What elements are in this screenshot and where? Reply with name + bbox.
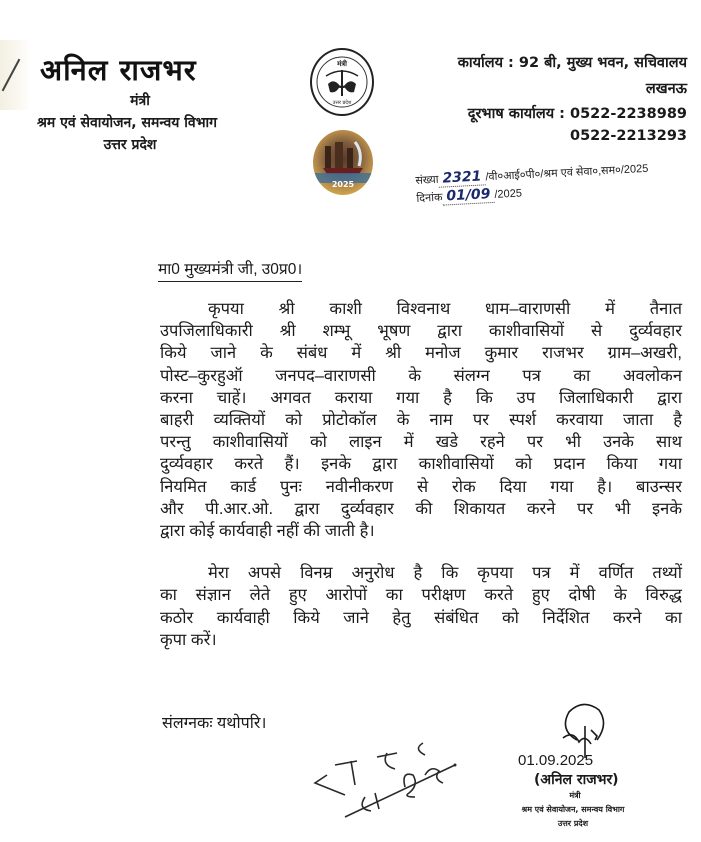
- body-line: पोस्ट–कुरहुऑ जनपद–वाराणसी के संलग्न पत्र का अवलोकन: [160, 366, 682, 385]
- body-line: परन्तु काशीवासियों को लाइन में खडे रहने पर भी उनके साथ: [160, 433, 682, 452]
- designation: मंत्री: [130, 93, 150, 109]
- office-city: लखनऊ: [645, 81, 687, 97]
- body-line: नियमित कार्ड पुनः नवीनीकरण से रोक दिया गया है। बाउन्सर: [160, 477, 682, 496]
- reference-number-suffix: /वी०आई०पी०/श्रम एवं सेवा०,सम०/2025: [485, 162, 649, 184]
- office-address: कार्यालय : 92 बी, मुख्य भवन, सचिवालय: [457, 55, 687, 71]
- body-line: किये जाने के संबंध में श्री मनोज कुमार राजभर ग्राम–अखरी,: [160, 344, 682, 363]
- letter-body: [160, 298, 682, 671]
- reference-date-value: 01/09: [442, 186, 495, 206]
- mahakumbh-year: 2025: [331, 180, 355, 189]
- up-government-emblem-icon: [310, 48, 374, 116]
- reference-date-suffix: /2025: [494, 187, 523, 201]
- department: श्रम एवं सेवायोजन, समन्वय विभाग: [36, 115, 218, 131]
- body-line: करना चाहें। अगवत कराया गया है कि उप जिलाधिकारी द्वारा: [160, 388, 682, 407]
- reference-number-label: संख्या: [415, 173, 439, 187]
- scan-shade: [0, 40, 30, 110]
- addressee: मा0 मुख्यमंत्री जी, उ0प्र0।: [158, 257, 302, 282]
- body-line: बाहरी व्यक्तियों को प्रोटोकॉल के नाम पर स्पर्श करवाया जाता है: [160, 411, 682, 430]
- handwritten-note-icon: [305, 735, 465, 825]
- reference-block: [415, 160, 650, 208]
- paragraph-2: [160, 562, 682, 651]
- office-phone: दूरभाष कार्यालय : 0522-2238989: [467, 106, 687, 122]
- svg-text:मंत्री: मंत्री: [337, 60, 347, 68]
- minister-name: अनिल राजभर: [40, 53, 197, 87]
- body-line: द्वारा कोई कार्यवाही नहीं की जाती है।: [160, 522, 375, 541]
- minister-signature-icon: [555, 700, 610, 760]
- office-phone-secondary: 0522-2213293: [570, 128, 687, 144]
- body-line: उपजिलाधिकारी श्री शम्भू भूषण द्वारा काशीवासियों से दुर्व्यवहार: [160, 322, 682, 341]
- body-line: मेरा अपसे विनम्र अनुरोध है कि कृपया पत्र में वर्णित तथ्यों: [208, 564, 682, 583]
- signature-date: 01.09.2025: [518, 752, 594, 769]
- signatory-department: श्रम एवं सेवायोजन, समन्वय विभाग: [521, 805, 625, 814]
- body-line: कृपया श्री काशी विश्वनाथ धाम–वाराणसी में तैनात: [208, 300, 682, 318]
- mahakumbh-logo-icon: [313, 130, 373, 195]
- state: उत्तर प्रदेश: [103, 137, 157, 153]
- body-line: और पी.आर.ओ. द्वारा दुर्व्यवहार की शिकायत करने पर भी इनके: [160, 499, 682, 518]
- signatory-name: (अनिल राजभर): [534, 772, 619, 788]
- enclosure-note: संलग्नकः यथोपरि।: [162, 715, 267, 732]
- svg-text:उत्तर प्रदेश: उत्तर प्रदेश: [332, 100, 352, 106]
- paragraph-1: [160, 298, 682, 542]
- signatory-state: उत्तर प्रदेश: [557, 819, 589, 828]
- signatory-designation: मंत्री: [569, 791, 581, 800]
- body-line: कृपा करें।: [160, 630, 217, 649]
- body-line: का संज्ञान लेते हुए आरोपों का परीक्षण करते हुए दोषी के विरुद्ध: [160, 586, 682, 605]
- body-line: दुर्व्यवहार करते हैं। इनके द्वारा काशीवासियों को प्रदान किया गया: [160, 455, 682, 474]
- reference-date-label: दिनांक: [416, 191, 443, 205]
- body-line: कठोर कार्यवाही किये जाने हेतु संबंधित को निर्देशित करने का: [160, 608, 682, 627]
- reference-number-value: 2321: [438, 168, 486, 187]
